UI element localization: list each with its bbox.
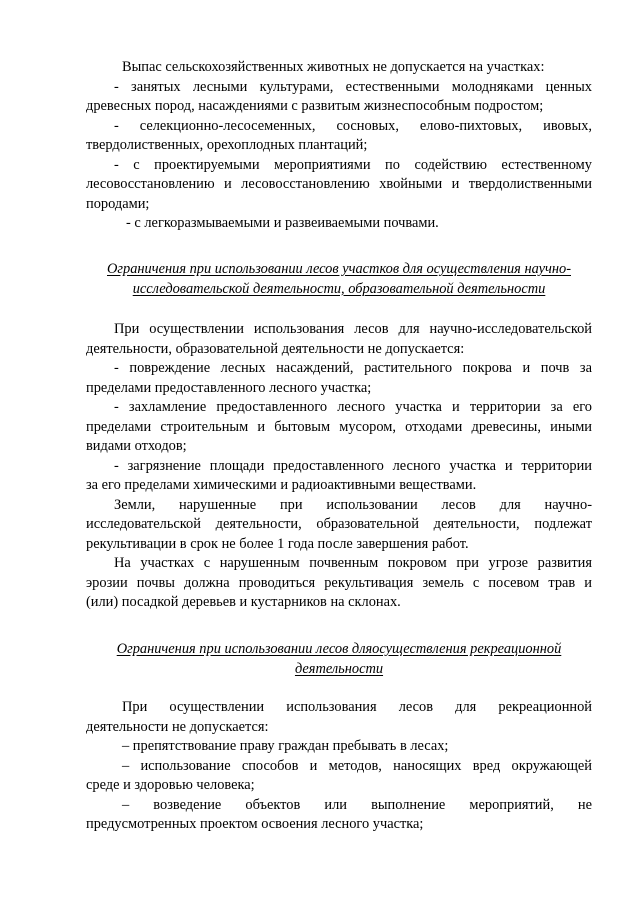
list-item-continuation: пределами строительным и бытовым мусором, отходами древесины, иными bbox=[86, 418, 592, 435]
list-item: - селекционно-лесосеменных, сосновых, елово-пихтовых, ивовых, bbox=[114, 117, 592, 134]
recreation-section-heading bbox=[86, 640, 592, 679]
recreation-section-body bbox=[86, 698, 592, 835]
list-item-continuation: лесовосстановлению и лесовосстановлению хвойными и твердолиственными bbox=[86, 176, 592, 192]
recreation-intro: При осуществлении использования лесов для рекреационной bbox=[122, 699, 592, 715]
list-item-continuation: твердолиственных, орехоплодных плантаций; bbox=[86, 137, 368, 153]
list-item: - занятых лесными культурами, естественными молодняками ценных bbox=[114, 78, 592, 95]
list-item-continuation: пределами предоставленного лесного участка; bbox=[86, 379, 372, 396]
list-item: - повреждение лесных насаждений, растительного покрова и почв за bbox=[114, 360, 592, 376]
research-section-heading bbox=[86, 260, 592, 299]
grazing-intro: Выпас сельскохозяйственных животных не допускается на участках: bbox=[122, 59, 545, 75]
list-item-continuation: предусмотренных проектом освоения лесного участка; bbox=[86, 816, 424, 832]
paragraph-continuation: эрозии почвы должна проводиться рекультивация земель с посевом трав и bbox=[86, 574, 592, 591]
paragraph-continuation: (или) посадкой деревьев и кустарников на склонах. bbox=[86, 594, 401, 610]
list-item: – использование способов и методов, наносящих вред окружающей bbox=[122, 757, 592, 774]
research-intro: При осуществлении использования лесов для научно-исследовательской bbox=[114, 321, 592, 337]
list-item: - захламление предоставленного лесного участка и территории за его bbox=[114, 399, 592, 415]
list-item-continuation: за его пределами химическими и радиоактивными веществами. bbox=[86, 477, 477, 493]
list-item: - с проектируемыми мероприятиями по содействию естественному bbox=[114, 156, 592, 173]
paragraph: На участках с нарушенным почвенным покровом при угрозе развития bbox=[114, 555, 592, 571]
list-item: – препятствование праву граждан пребывать в лесах; bbox=[122, 738, 449, 754]
section-heading-line: Ограничения при использовании лесов участков для осуществления научно- bbox=[107, 261, 571, 277]
paragraph-continuation: рекультивации в срок не более 1 года после завершения работ. bbox=[86, 535, 469, 552]
research-intro-continuation: деятельности, образовательной деятельности не допускается: bbox=[86, 340, 465, 357]
list-item-continuation: среде и здоровью человека; bbox=[86, 777, 255, 793]
list-item-continuation: породами; bbox=[86, 195, 150, 212]
paragraph-continuation: исследовательской деятельности, образовательной деятельности, подлежат bbox=[86, 516, 592, 532]
research-section-body bbox=[86, 320, 592, 613]
recreation-intro-continuation: деятельности не допускается: bbox=[86, 718, 269, 735]
section-heading-line: исследовательской деятельности, образовательной деятельности bbox=[132, 280, 546, 297]
list-item: - загрязнение площади предоставленного лесного участка и территории bbox=[114, 457, 592, 474]
section-heading-line: Ограничения при использовании лесов дляосуществления рекреационной bbox=[116, 641, 562, 657]
list-item: – возведение объектов или выполнение мероприятий, не bbox=[122, 796, 592, 813]
paragraph: Земли, нарушенные при использовании лесов для научно- bbox=[114, 496, 592, 513]
list-item: - с легкоразмываемыми и развеиваемыми почвами. bbox=[126, 215, 439, 231]
list-item-continuation: видами отходов; bbox=[86, 438, 187, 454]
section-heading-line: деятельности bbox=[294, 660, 384, 677]
grazing-restrictions bbox=[86, 58, 592, 234]
list-item-continuation: древесных пород, насаждениями с развитым жизнеспособным подростом; bbox=[86, 98, 544, 114]
